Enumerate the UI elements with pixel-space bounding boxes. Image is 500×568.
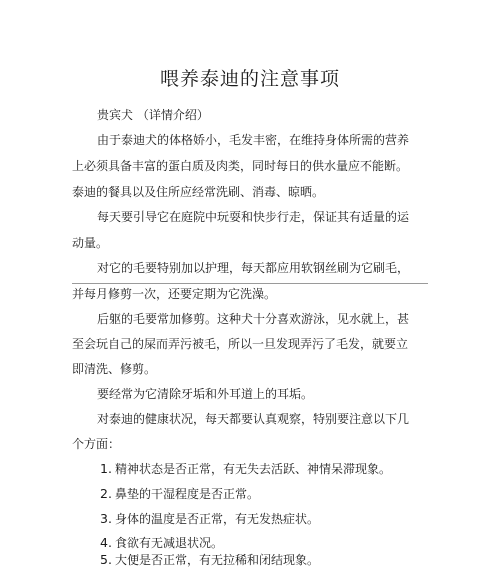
list-item	[100, 486, 259, 502]
paragraph-2-line-1: 每天要引导它在庭院中玩耍和快步行走，保证其有适量的运	[97, 210, 410, 224]
paragraph-2-line-2: 动量。	[72, 236, 109, 250]
list-item	[100, 535, 223, 551]
paragraph-4-line-3: 即清洗、修剪。	[72, 362, 157, 376]
list-item	[100, 461, 391, 477]
list-text: 大便是否正常，有无拉稀和闭结现象。	[114, 553, 319, 567]
paragraph-1-line-3: 泰迪的餐具以及住所应经常洗刷、消毒、晾晒。	[72, 185, 325, 199]
list-number: 2.	[100, 486, 112, 501]
list-text: 精神状态是否正常，有无失去活跃、神情呆滞现象。	[114, 462, 391, 476]
paragraph-3-line-2: 并每月修剪一次，还要定期为它洗澡。	[72, 287, 277, 301]
list-text: 身体的温度是否正常，有无发热症状。	[114, 512, 319, 526]
paragraph-1-line-1: 由于泰迪犬的体格娇小，毛发丰密，在维持身体所需的营养	[97, 133, 410, 147]
paragraph-3-line-1: 对它的毛要特别加以护理，每天都应用软钢丝刷为它刷毛，	[97, 261, 410, 275]
list-text: 鼻垫的干湿程度是否正常。	[114, 487, 259, 501]
paragraph-4-line-2: 至会玩自己的屎而弄污被毛，所以一旦发现弄污了毛发，就要立	[72, 337, 409, 351]
paragraph-6-line-2: 个方面：	[72, 437, 121, 451]
paragraph-1-line-2: 上必须具备丰富的蛋白质及肉类，同时每日的供水量应不能断。	[72, 159, 409, 173]
list-item	[100, 511, 319, 527]
meta-line: 贵宾犬 （详情介绍）	[97, 108, 209, 122]
list-number: 5.	[100, 552, 112, 567]
page-title: 喂养泰迪的注意事项	[159, 68, 340, 90]
list-number: 1.	[100, 461, 112, 476]
paragraph-6-line-1: 对泰迪的健康状况，每天都要认真观察，特别要注意以下几	[97, 412, 410, 426]
paragraph-5-line-1: 要经常为它清除牙垢和外耳道上的耳垢。	[97, 387, 314, 401]
list-number: 3.	[100, 511, 112, 526]
paragraph-4-line-1: 后躯的毛要常加修剪。这种犬十分喜欢游泳，见水就上，甚	[97, 312, 410, 326]
list-number: 4.	[100, 535, 112, 550]
horizontal-rule	[72, 283, 428, 284]
list-text: 食欲有无减退状况。	[114, 536, 223, 550]
